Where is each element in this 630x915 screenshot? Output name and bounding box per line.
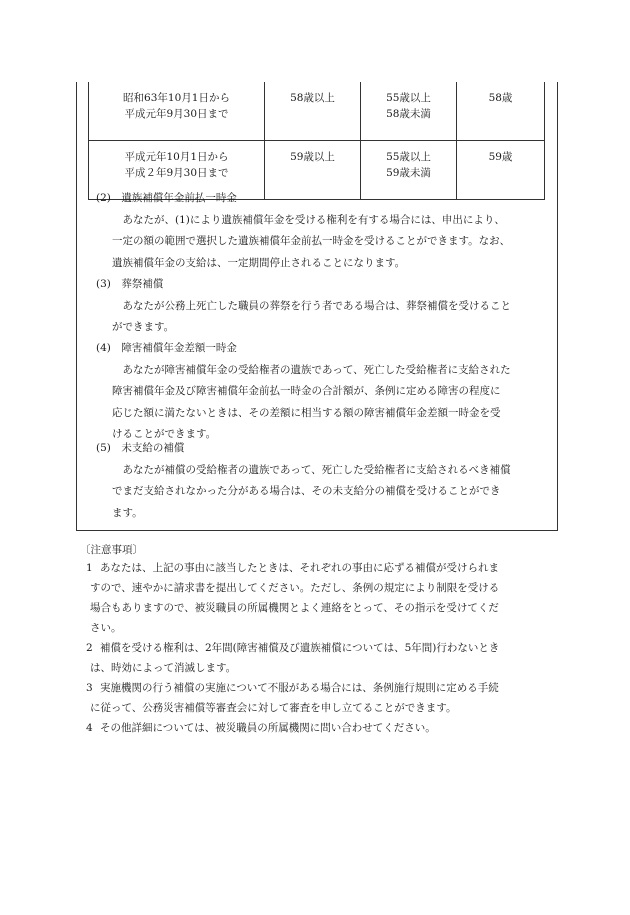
age-eligibility-table xyxy=(88,82,545,200)
note-text-line: 実施機関の行う補償の実施について不服がある場合には、条例施行規則に定める手続 xyxy=(100,682,499,694)
age-cell xyxy=(265,82,361,141)
age-a: 59歳以上 xyxy=(290,151,335,163)
note-text-line: に従って、公務災害補償等審査会に対して審査を申し立てることができます。 xyxy=(90,702,457,714)
note-text-line: あなたは、上記の事由に該当したときは、それぞれの事由に応ずる補償が受けられま xyxy=(100,562,499,574)
age-b-max: 58歳未満 xyxy=(386,108,431,120)
note-text-line: その他詳細については、被災職員の所属機関に問い合わせてください。 xyxy=(100,722,436,734)
section-unpaid-compensation xyxy=(96,438,556,524)
section-text-line: あなたが障害補償年金の受給権者の遺族であって、死亡した受給権者に支給された xyxy=(112,363,511,376)
age-c: 58歳 xyxy=(488,92,513,104)
note-item xyxy=(86,718,556,738)
note-text-line: さい。 xyxy=(90,622,122,634)
period-cell xyxy=(89,82,265,141)
section-funeral-compensation xyxy=(96,274,556,339)
note-item xyxy=(86,638,556,678)
period-end: 平成元年9月30日まで xyxy=(124,108,229,120)
note-item xyxy=(86,678,556,718)
section-disability-difference xyxy=(96,338,556,446)
section-heading: (2) 遺族補償年金前払一時金 xyxy=(96,192,237,204)
notes-title: 〔注意事項〕 xyxy=(80,544,143,556)
section-text-line: 応じた額に満たないときは、その差額に相当する額の障害補償年金差額一時金を受 xyxy=(112,406,501,419)
age-a: 58歳以上 xyxy=(290,92,335,104)
section-lump-sum-advance xyxy=(96,188,556,274)
section-heading: (4) 障害補償年金差額一時金 xyxy=(96,342,237,354)
age-c: 59歳 xyxy=(488,151,513,163)
note-item xyxy=(86,558,556,638)
note-text-line: すので、速やかに請求書を提出してください。ただし、条例の規定により制限を受ける xyxy=(90,582,500,594)
note-text-line: は、時効によって消滅します。 xyxy=(90,662,237,674)
age-b-min: 55歳以上 xyxy=(386,92,431,104)
section-text-line: あなたが補償の受給権者の遺族であって、死亡した受給権者に支給されるべき補償 xyxy=(112,463,511,476)
age-b-min: 55歳以上 xyxy=(386,151,431,163)
section-text-line: ます。 xyxy=(112,506,143,519)
section-heading: (5) 未支給の補償 xyxy=(96,442,185,454)
section-text-line: けることができます。 xyxy=(112,428,217,440)
note-text-line: 場合もありますので、被災職員の所属機関とよく連絡をとって、その指示を受けてくだ xyxy=(90,602,499,614)
section-heading: (3) 葬祭補償 xyxy=(96,278,164,290)
note-number: 4 xyxy=(86,722,93,734)
section-text-line: 障害補償年金及び障害補償年金前払一時金の合計額が、条例に定める障害の程度に xyxy=(112,385,501,397)
age-cell xyxy=(457,82,545,141)
age-range-cell xyxy=(361,82,457,141)
period-start: 平成元年10月1日から xyxy=(124,151,229,163)
period-end: 平成２年9月30日まで xyxy=(124,167,229,179)
section-text-line: ができます。 xyxy=(112,321,175,333)
note-number: 2 xyxy=(86,642,93,654)
age-b-max: 59歳未満 xyxy=(386,167,431,179)
section-text-line: 遺族補償年金の支給は、一定期間停止されることになります。 xyxy=(112,256,406,269)
note-number: 1 xyxy=(86,562,93,574)
section-text-line: あなたが、(1)により遺族補償年金を受ける権利を有する場合には、申出により、 xyxy=(112,213,505,226)
note-number: 3 xyxy=(86,682,93,694)
section-text-line: でまだ支給されなかった分がある場合は、その未支給分の補償を受けることができ xyxy=(112,485,501,497)
period-start: 昭和63年10月1日から xyxy=(123,92,230,104)
note-text-line: 補償を受ける権利は、2年間(障害補償及び遺族補償については、5年間)行わないとき xyxy=(100,642,500,654)
section-text-line: 一定の額の範囲で選択した遺族補償年金前払一時金を受けることができます。なお、 xyxy=(112,235,511,247)
section-text-line: あなたが公務上死亡した職員の葬祭を行う者である場合は、葬祭補償を受けること xyxy=(112,299,511,312)
table-row xyxy=(89,82,545,141)
